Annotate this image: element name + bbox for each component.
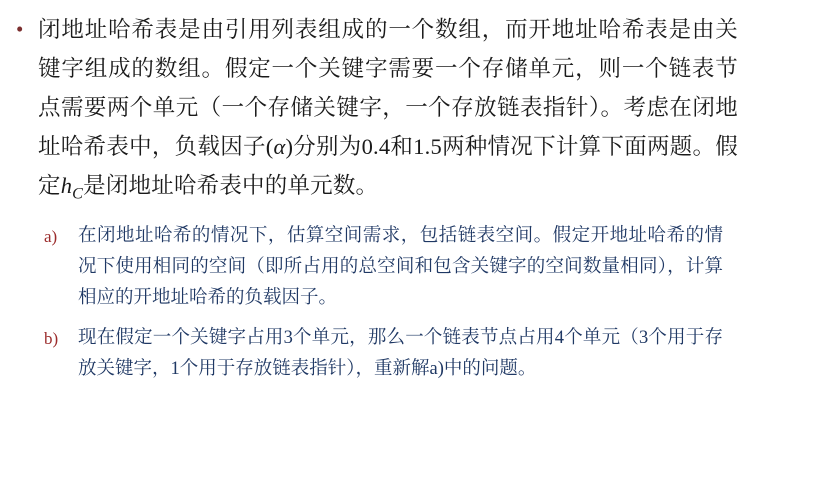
main-bullet-row <box>14 10 808 214</box>
main-paragraph <box>38 10 738 214</box>
list-item-b <box>36 323 808 385</box>
bullet-marker-icon: • <box>16 17 24 41</box>
sub-text-a: 在闭地址哈希的情况下，估算空间需求，包括链表空间。假定开地址哈希的情况下使用相同的空间（即所占用的总空间和包含关键字的空间数量相同），计算相应的开地址哈希的负载因子。 <box>78 225 723 308</box>
main-paragraph-part2: )分别为0.4和1.5两种情况下计算下面两题。假定 <box>38 134 738 198</box>
main-paragraph-part1: 闭地址哈希表是由引用列表组成的一个数组，而开地址哈希表是由关键字组成的数组。假定一个关键字需要一个存储单元，则一个链表节点需要两个单元（一个存储关键字，一个存放链表指针）。考虑在闭地址哈希表中，负载因子( <box>38 17 738 159</box>
sub-question-list <box>14 221 808 385</box>
h-variable: h <box>60 173 73 198</box>
h-subscript: C <box>72 184 84 203</box>
sub-text-b: 现在假定一个关键字占用3个单元，那么一个链表节点占用4个单元（3个用于存放关键字，1个用于存放链表指针），重新解a)中的问题。 <box>78 327 723 379</box>
sub-marker-b: b) <box>44 328 59 348</box>
list-item-a <box>36 221 808 314</box>
alpha-symbol: α <box>273 134 286 159</box>
main-paragraph-part3: 是闭地址哈希表中的单元数。 <box>83 173 379 198</box>
sub-marker-a: a) <box>44 226 58 246</box>
